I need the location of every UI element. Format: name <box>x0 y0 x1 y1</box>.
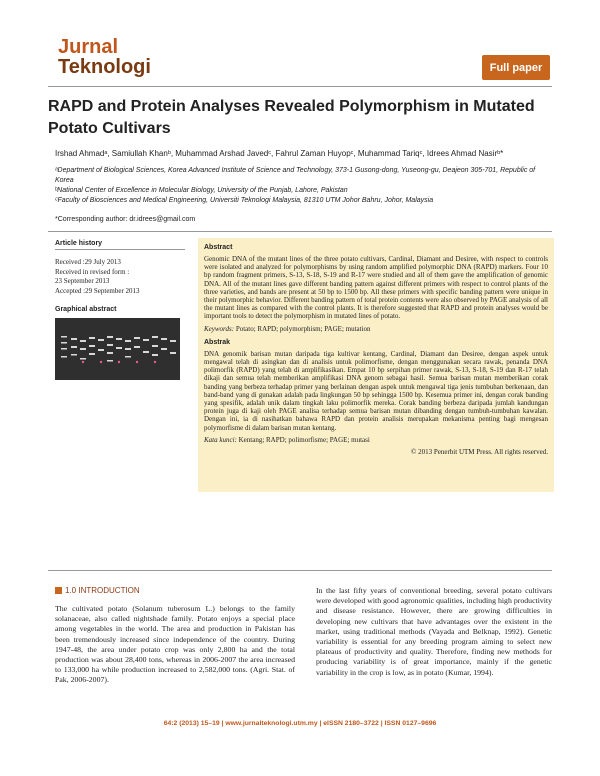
abstrak-keywords-label: Kata kunci: <box>204 435 237 444</box>
page-footer: 64:2 (2013) 15–19 | www.jurnalteknologi.utm.my | eISSN 2180–3722 | ISSN 0127–9696 <box>163 720 437 727</box>
intro-column-2: In the last fifty years of conventional breeding, several potato cultivars were developed with good agronomic qualities, including high productivity and disease resistance. However, there are growing difficulties in developing new cultivars that have advantages over the existent in the market, using traditional methods (Vayada and Belknap, 1992). Genetic variability is essential for any breeding program aiming to select new plateaus of productivity and quality. Therefore, finding new methods for producing variability is of great importance, mainly if the genetic variability in the crop is low, as in potato (Kumar, 1994). <box>316 586 552 677</box>
intro-heading <box>55 586 140 595</box>
journal-logo-line1: Jurnal <box>58 36 119 58</box>
received-date: Received :29 July 2013 <box>55 258 121 266</box>
header-divider <box>48 86 552 87</box>
article-history-heading: Article history <box>55 240 185 250</box>
journal-logo-line2: Teknologi <box>58 56 151 78</box>
copyright-notice: © 2013 Penerbit UTM Press. All rights reserved. <box>411 448 548 457</box>
gel-image <box>55 318 180 380</box>
intro-column-1: The cultivated potato (Solanum tuberosum L.) belongs to the family solanaceae, also called nightshade family. Potato enjoys a special place among vegetables in the world. The area and production in Pakistan has been tremendously increased since independence of the country. During 1947-48, the area under potato crop was only 2,800 ha and the total production was about 28,400 tons, whereas in 2006-2007 the area increased to 133,000 ha while production increased to 2,582,000 tons. (Agri. Stat. of Pak, 2006-2007). <box>55 604 295 685</box>
graphical-abstract-heading: Graphical abstract <box>55 306 117 313</box>
abstract-box <box>198 238 554 492</box>
paper-title: RAPD and Protein Analyses Revealed Polymorphism in Mutated Potato Cultivars <box>48 98 535 137</box>
abstract-text: Genomic DNA of the mutant lines of the three potato cultivars, Cardinal, Diamant and Desiree, with respect to controls were isolated and analyzed for polymorphisms by using random amplified polymorphic DNA (RAPD) markers. Four 10 bp random fragment primers, S-13, S-18, S-19 and R-17 were studied and all of them gave the amplification of genomic DNA. All of the mutant lines gave different banding pattern against different primers with respect to control plants of the three varieties, and bands are present at 50 bp to 1500 bp. All these primers with specific banding pattern were unique in their polymorphic behavior. Different banding pattern of total protein contents were also observed by PAGE analysis of all the mutant lines as compared with the control plants. It is therefore suggested that RAPD and protein analyses would be important tools to detect the polymorphism in mutated lines of potato. <box>204 255 548 321</box>
abstrak-text: DNA genomik barisan mutan daripada tiga kultivar kentang, Cardinal, Diamant dan Desiree, dengan aspek untuk mengawal telah di asingkan dan di analisis untuk polimorfisme, dengan menggunakan secara rawak, penanda DNA polimorfik (RAPD) yang telah di amplifikasikan. Empat 10 bp serpihan primer rawak, S-13, S-18, S-19 dan R-17 telah dikaji dan semua telah memberikan amplifikasi DNA genom sebagai hasil. Semua barisan mutan memberikan corak banding yang berbeza terhadap primer yang berlainan dengan aspek untuk mengawal tiga jenis tumbuhan berkenaan, dan band-band yang di gunakan adalah pada lingkungan 50 bp sehingga 1500 bp. Kesemua primer ini, dengan corak banding yang spesifik, adalah unik dalam tingkah laku polimorfik mereka. Corak banding berbeza daripada jumlah kandungan protein juga di kaji oleh PAGE analisa terhadap semua barisan mutan dibanding dengan tumbuh-tumbuhan kawalan. Dengan ini, ia di nasihatkan bahawa RAPD dan protein analisis merupakan mekanisma penting bagi mengesan polymorfisme di dalam barisan mutan kentang. <box>204 349 548 432</box>
corresponding-author: *Corresponding author: dr.idrees@gmail.com <box>55 216 196 223</box>
author-list: Irshad Ahmadᵃ, Samiullah Khanᵇ, Muhammad Arshad Javedᶜ, Fahrul Zaman Huyopᶜ, Muhammad Tariqᶜ, Idrees Ahmad Nasirᵇ* <box>55 149 504 158</box>
article-history <box>55 240 185 313</box>
accepted-date: Accepted :29 September 2013 <box>55 286 140 295</box>
abstrak-keywords <box>204 436 548 444</box>
affiliation-divider <box>48 231 552 232</box>
affiliation-b: ᵇNational Center of Excellence in Molecular Biology, University of the Punjab, Lahore, Pakistan <box>55 187 348 194</box>
affiliation-a: ᵃDepartment of Biological Sciences, Korea Advanced Institute of Science and Technology, 373-1 Gusong-dong, Yuseong-gu, Deajeon 305-701, Republic of Korea <box>55 167 536 184</box>
intro-heading-text: 1.0 INTRODUCTION <box>65 586 140 595</box>
revised-date: 23 September 2013 <box>55 277 110 285</box>
abstrak-keywords-value: Kentang; RAPD; polimorfisme; PAGE; mutasi <box>236 435 370 444</box>
abstrak-heading: Abstrak <box>204 338 231 346</box>
intro-divider <box>48 570 552 571</box>
abstract-keywords-label: Keywords: <box>204 324 235 333</box>
section-marker-icon <box>55 587 62 594</box>
abstract-heading: Abstract <box>204 244 233 251</box>
affiliation-c: ᶜFaculty of Biosciences and Medical Engineering, Universiti Teknologi Malaysia, 81310 UTM Johor Bahru, Johor, Malaysia <box>55 197 434 204</box>
revised-label: Received in revised form : <box>55 267 130 276</box>
abstract-keywords <box>204 325 548 333</box>
full-paper-badge: Full paper <box>482 55 550 80</box>
abstract-keywords-value: Potato; RAPD; polymorphism; PAGE; mutation <box>234 324 371 333</box>
